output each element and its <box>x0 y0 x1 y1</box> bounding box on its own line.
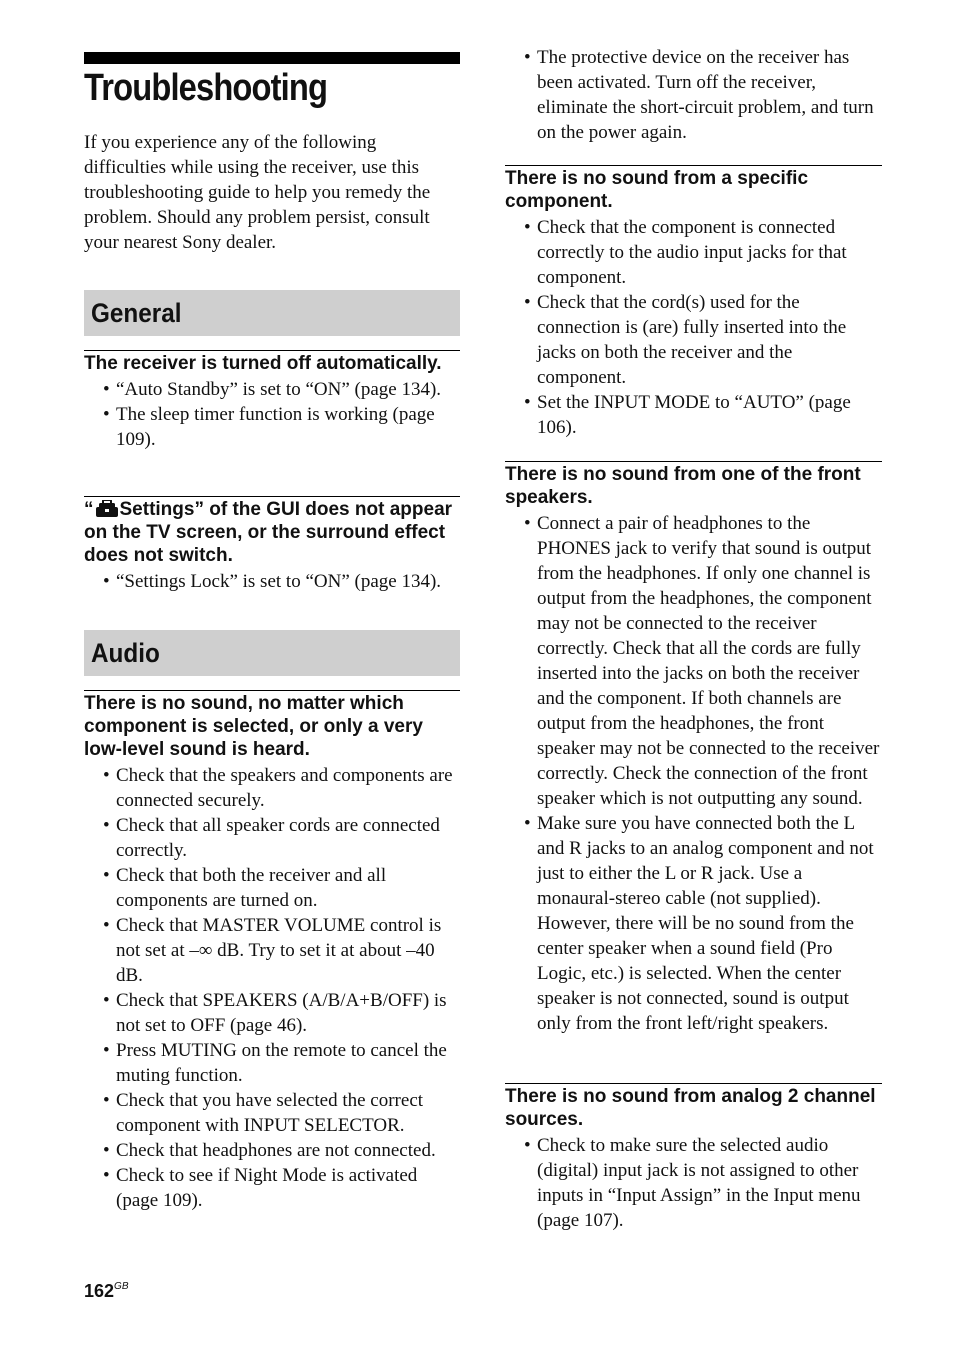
topic-front-speakers <box>505 461 882 1036</box>
title-rule <box>84 52 460 64</box>
list-item: • Check to make sure the selected audio (digital) input jack is not assigned to other inputs in “Input Assign” in the Input menu (page 107). <box>505 1133 882 1233</box>
page-number-value: 162 <box>84 1281 115 1301</box>
list-item: • Check that headphones are not connected. <box>84 1138 460 1163</box>
topic-list <box>84 377 460 452</box>
topic-list <box>84 763 460 1213</box>
list-item: • Check that SPEAKERS (A/B/A+B/OFF) is not set to OFF (page 46). <box>84 988 460 1038</box>
list-item: • The sleep timer function is working (page 109). <box>84 402 460 452</box>
section-band-audio <box>84 630 460 676</box>
list-item: • “Auto Standby” is set to “ON” (page 134). <box>84 377 460 402</box>
list-item: • Check to see if Night Mode is activated (page 109). <box>84 1163 460 1213</box>
list-item: • Set the INPUT MODE to “AUTO” (page 106). <box>505 390 882 440</box>
topic-heading <box>84 497 460 567</box>
topic-list <box>505 511 882 1036</box>
list-item: • Check that both the receiver and all components are turned on. <box>84 863 460 913</box>
topic-settings-gui <box>84 496 460 594</box>
section-title-general: General <box>91 298 182 328</box>
topic-list <box>505 215 882 440</box>
list-item: • Check that the cord(s) used for the connection is (are) fully inserted into the jacks on both the receiver and the component. <box>505 290 882 390</box>
topic-heading: There is no sound from analog 2 channel sources. <box>505 1086 876 1130</box>
intro-paragraph: If you experience any of the following difficulties while using the receiver, use this troubleshooting guide to help you remedy the problem. Should any problem persist, consult your nearest Sony dealer. <box>84 132 431 253</box>
list-item: • Check that the speakers and components are connected securely. <box>84 763 460 813</box>
list-item: • Connect a pair of headphones to the PHONES jack to verify that sound is output from the headphones. If only one channel is output from the headphones, the component may not be connected to the receiver correctly. Check that all the cords are fully inserted into the jacks on both the receiver and the component. If both channels are output from the headphones, the front speaker may not be connected to the receiver correctly. Check the connection of the front speaker which is not outputting any sound. <box>505 511 882 811</box>
heading-quote: “ <box>84 499 94 520</box>
topic-list <box>505 1133 882 1233</box>
topic-analog-sources <box>505 1083 882 1233</box>
list-item: • Make sure you have connected both the L and R jacks to an analog component and not just to either the L or R jack. Use a monaural-stereo cable (not supplied). However, there will be no sound from the center speaker when a sound field (Pro Logic, etc.) is selected. When the center speaker is not connected, sound is output only from the front left/right speakers. <box>505 811 882 1036</box>
list-item: • “Settings Lock” is set to “ON” (page 134). <box>84 569 460 594</box>
topic-specific-component <box>505 165 882 440</box>
topic-heading: There is no sound from one of the front speakers. <box>505 464 861 508</box>
topic-list <box>505 45 882 145</box>
section-band-general <box>84 290 460 336</box>
list-item: • Check that all speaker cords are connected correctly. <box>84 813 460 863</box>
section-title-audio: Audio <box>91 638 160 668</box>
page-number <box>84 1281 129 1302</box>
list-item: • The protective device on the receiver has been activated. Turn off the receiver, eliminate the short-circuit problem, and turn on the power again. <box>505 45 882 145</box>
page-title: Troubleshooting <box>84 67 328 109</box>
topic-heading: There is no sound, no matter which component is selected, or only a very low-level sound is heard. <box>84 693 423 760</box>
topic-no-sound-continued <box>505 45 882 145</box>
topic-no-sound <box>84 690 460 1213</box>
toolbox-icon <box>95 500 119 518</box>
topic-heading: There is no sound from a specific component. <box>505 168 809 212</box>
heading-text: Settings” of the GUI does not appear on the TV screen, or the surround effect does not switch. <box>84 499 453 566</box>
topic-heading: The receiver is turned off automatically. <box>84 353 442 374</box>
list-item: • Check that the component is connected correctly to the audio input jacks for that component. <box>505 215 882 290</box>
page-number-suffix: GB <box>114 1281 129 1292</box>
list-item: • Check that MASTER VOLUME control is not set at –∞ dB. Try to set it at about –40 dB. <box>84 913 460 988</box>
list-item: • Press MUTING on the remote to cancel the muting function. <box>84 1038 460 1088</box>
list-item: • Check that you have selected the correct component with INPUT SELECTOR. <box>84 1088 460 1138</box>
topic-list <box>84 569 460 594</box>
topic-receiver-off <box>84 350 460 452</box>
